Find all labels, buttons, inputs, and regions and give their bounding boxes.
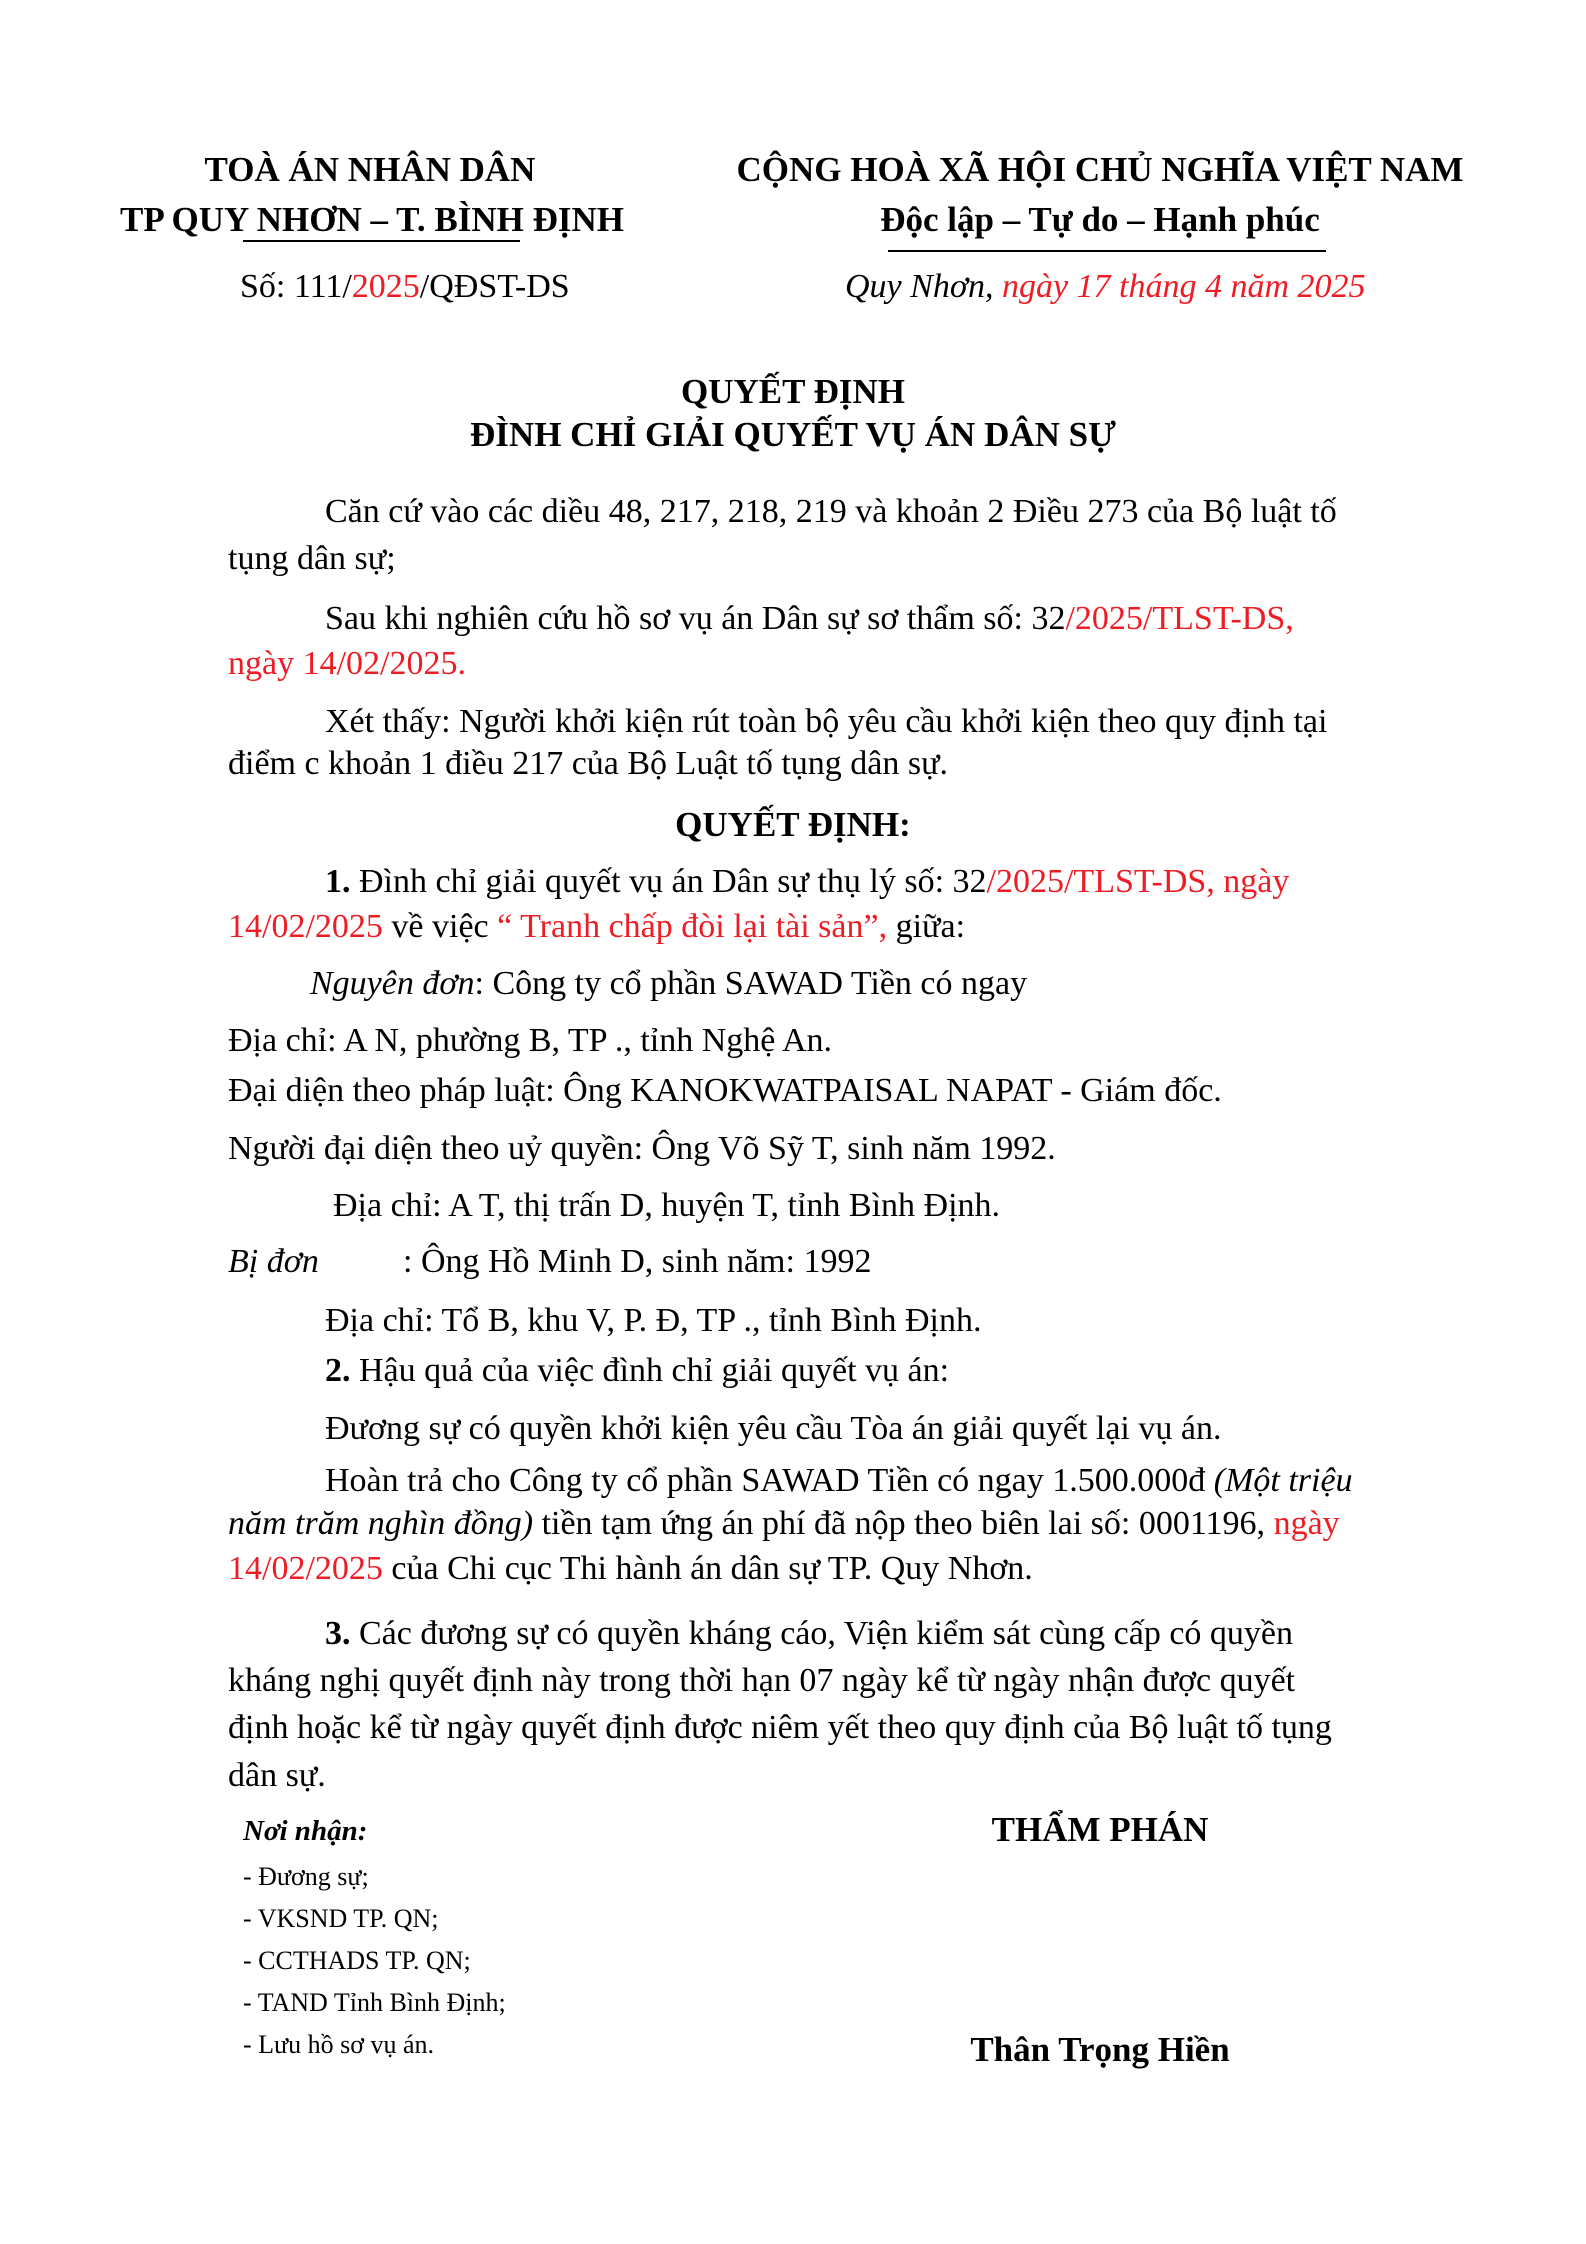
- place-and-date: Quy Nhơn, ngày 17 tháng 4 năm 2025: [845, 268, 1366, 305]
- plaintiff: Nguyên đơn: Công ty cổ phần SAWAD Tiền có ngay: [310, 965, 1028, 1002]
- item3-line1: 3. Các đương sự có quyền kháng cáo, Viện kiểm sát cùng cấp có quyền: [325, 1615, 1294, 1652]
- recipient-item: - CCTHADS TP. QN;: [243, 1946, 471, 1975]
- defendant: Bị đơn : Ông Hồ Minh D, sinh năm: 1992: [228, 1243, 872, 1280]
- authorized-representative-address: Địa chỉ: A T, thị trấn D, huyện T, tỉnh Bình Định.: [333, 1187, 1001, 1224]
- item2-right-to-sue: Đương sự có quyền khởi kiện yêu cầu Tòa án giải quyết lại vụ án.: [325, 1410, 1222, 1447]
- item3-line2: kháng nghị quyết định này trong thời hạn 07 ngày kể từ ngày nhận được quyết: [228, 1662, 1296, 1699]
- finding-line1: Xét thấy: Người khởi kiện rút toàn bộ yêu cầu khởi kiện theo quy định tại: [325, 703, 1328, 740]
- recipient-item: - Lưu hồ sơ vụ án.: [243, 2030, 435, 2059]
- national-motto: Độc lập – Tự do – Hạnh phúc: [880, 200, 1320, 239]
- decision-heading: QUYẾT ĐỊNH:: [675, 805, 911, 844]
- authorized-representative: Người đại diện theo uỷ quyền: Ông Võ Sỹ T, sinh năm 1992.: [228, 1130, 1056, 1167]
- national-name: CỘNG HOÀ XÃ HỘI CHỦ NGHĨA VIỆT NAM: [736, 150, 1464, 189]
- case-review-line2: ngày 14/02/2025.: [228, 645, 466, 682]
- motto-underline: [888, 250, 1326, 252]
- recipient-item: - TAND Tỉnh Bình Định;: [243, 1988, 506, 2017]
- decision-number: Số: 111/2025/QĐST-DS: [240, 268, 570, 305]
- defendant-address: Địa chỉ: Tổ B, khu V, P. Đ, TP ., tỉnh Bình Định.: [325, 1302, 982, 1339]
- item1-line2: 14/02/2025 về việc “ Tranh chấp đòi lại tài sản”, giữa:: [228, 908, 966, 945]
- court-underline: [243, 240, 520, 242]
- recipients-label: Nơi nhận:: [243, 1815, 368, 1847]
- item2-refund-line3: 14/02/2025 của Chi cục Thi hành án dân sự TP. Quy Nhơn.: [228, 1550, 1033, 1587]
- court-location: TP QUY NHƠN – T. BÌNH ĐỊNH: [120, 200, 624, 239]
- legal-representative: Đại diện theo pháp luật: Ông KANOKWATPAISAL NAPAT - Giám đốc.: [228, 1072, 1222, 1109]
- item2-heading: 2. Hậu quả của việc đình chỉ giải quyết vụ án:: [325, 1352, 950, 1389]
- document-title: QUYẾT ĐỊNH: [681, 372, 905, 411]
- item3-line3: định hoặc kể từ ngày quyết định được niêm yết theo quy định của Bộ luật tố tụng: [228, 1709, 1332, 1746]
- legal-basis-line2: tụng dân sự;: [228, 540, 396, 577]
- document-subtitle: ĐÌNH CHỈ GIẢI QUYẾT VỤ ÁN DÂN SỰ: [470, 415, 1116, 454]
- finding-line2: điểm c khoản 1 điều 217 của Bộ Luật tố tụng dân sự.: [228, 745, 949, 782]
- item3-line4: dân sự.: [228, 1757, 326, 1794]
- item2-refund-line2: năm trăm nghìn đồng) tiền tạm ứng án phí đã nộp theo biên lai số: 0001196, ngày: [228, 1505, 1340, 1542]
- plaintiff-address: Địa chỉ: A N, phường B, TP ., tỉnh Nghệ An.: [228, 1022, 833, 1059]
- court-name: TOÀ ÁN NHÂN DÂN: [204, 150, 536, 189]
- recipient-item: - VKSND TP. QN;: [243, 1904, 439, 1933]
- item2-refund-line1: Hoàn trả cho Công ty cổ phần SAWAD Tiền có ngay 1.500.000đ (Một triệu: [325, 1462, 1353, 1499]
- case-review-line1: Sau khi nghiên cứu hồ sơ vụ án Dân sự sơ thẩm số: 32/2025/TLST-DS,: [325, 600, 1294, 637]
- item1-line1: 1. Đình chỉ giải quyết vụ án Dân sự thụ lý số: 32/2025/TLST-DS, ngày: [325, 863, 1290, 900]
- judge-name: Thân Trọng Hiền: [970, 2030, 1230, 2069]
- legal-basis-line1: Căn cứ vào các diều 48, 217, 218, 219 và khoản 2 Điều 273 của Bộ luật tố: [325, 493, 1337, 530]
- recipient-item: - Đương sự;: [243, 1862, 369, 1891]
- judge-title: THẨM PHÁN: [991, 1810, 1209, 1849]
